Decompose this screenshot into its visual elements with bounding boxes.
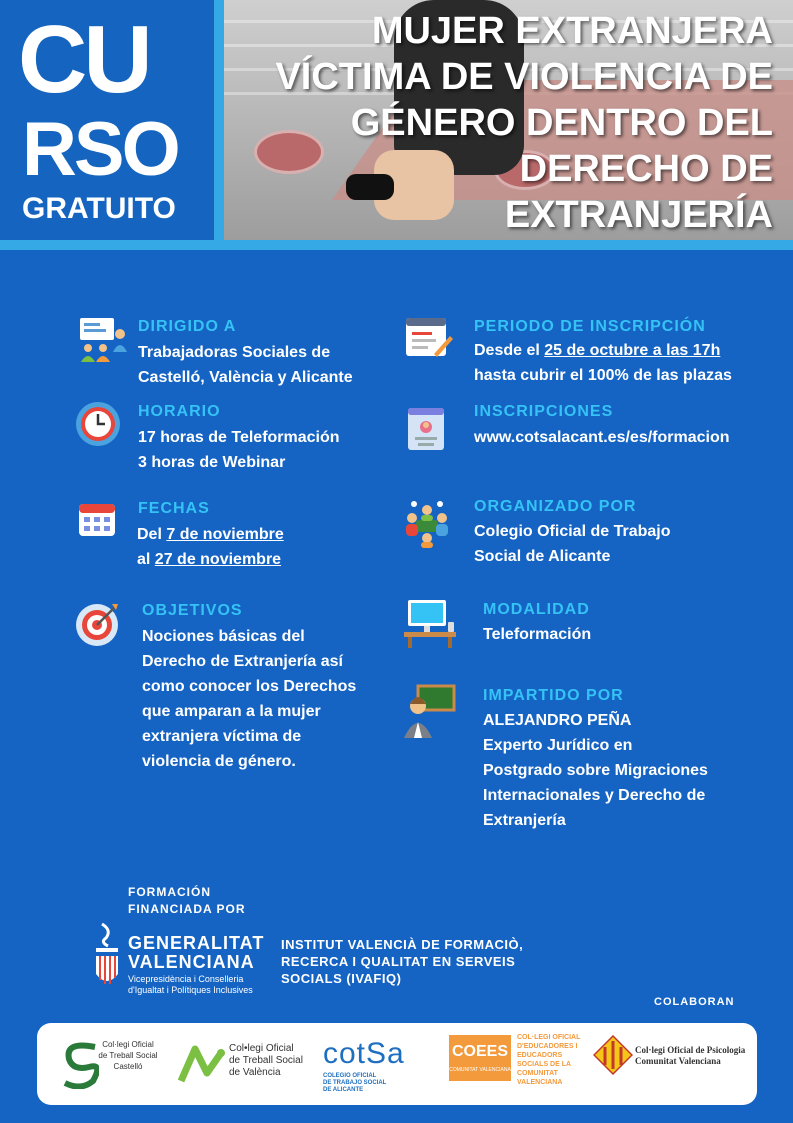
ivafiq-name: [281, 936, 523, 987]
target-icon: [74, 600, 124, 650]
header-photo: [224, 0, 793, 240]
horario-line: 3 horas de Webinar: [138, 454, 286, 471]
cotsa-mark: cotSa: [323, 1037, 405, 1070]
impartido-value: [483, 708, 708, 833]
badge-gratuito: GRATUITO: [22, 192, 176, 225]
title-line: DERECHO DE: [519, 148, 773, 190]
objetivos-line: extranjera víctima de: [142, 728, 302, 745]
organizado-line: Colegio Oficial de Trabajo: [474, 523, 671, 540]
cts-valencia-mark-icon: [177, 1043, 229, 1085]
financiada-label: [128, 884, 246, 918]
logo-text: COL·LEGI OFICIAL: [517, 1034, 581, 1041]
generalitat-name: [128, 934, 264, 972]
ivafiq-line: INSTITUT VALENCIÀ DE FORMACIÒ,: [281, 937, 524, 952]
inscripciones-label: INSCRIPCIONES: [474, 403, 614, 420]
header-divider: [214, 0, 224, 250]
dirigido-label: DIRIGIDO A: [138, 318, 237, 335]
logo-text: Castelló: [113, 1062, 143, 1071]
header-bottom-strip: [0, 240, 793, 250]
dirigido-value: [138, 340, 353, 390]
impartido-line: Postgrado sobre Migraciones: [483, 762, 708, 779]
logo-text: COLEGIO OFICIAL: [323, 1073, 377, 1079]
fechas-prefix: al: [137, 551, 155, 568]
dirigido-line: Castelló, València y Alicante: [138, 369, 353, 386]
logo-text: Comunitat Valenciana: [635, 1056, 721, 1066]
financiada-line: FINANCIADA POR: [128, 902, 246, 916]
logo-text: de Treball Social: [229, 1055, 303, 1066]
badge-cu: CU: [18, 6, 149, 113]
logo-text: COMUNITAT: [517, 1070, 558, 1077]
title-line: MUJER EXTRANJERA: [371, 10, 773, 52]
impartido-line: Internacionales y Derecho de: [483, 787, 706, 804]
title-line: GÉNERO DENTRO DEL: [350, 102, 773, 144]
colaboran-label: COLABORAN: [654, 996, 735, 1008]
meeting-group-icon: [402, 500, 452, 550]
periodo-label: PERIODO DE INSCRIPCIÓN: [474, 318, 706, 335]
organizado-value: [474, 519, 670, 569]
form-edit-icon: [404, 316, 454, 366]
generalitat-sub-line: d'Igualtat i Polítiques Inclusives: [128, 985, 253, 995]
collaborator-logos: [37, 1023, 757, 1105]
objetivos-line: que amparan a la mujer: [142, 703, 321, 720]
logo-text: EDUCADORS: [517, 1052, 563, 1059]
ivafiq-line: RECERCA I QUALITAT EN SERVEIS: [281, 954, 516, 969]
inscripciones-url[interactable]: www.cotsalacant.es/es/formacion: [474, 429, 730, 446]
dirigido-line: Trabajadoras Sociales de: [138, 344, 331, 361]
generalitat-line: VALENCIANA: [128, 952, 255, 972]
impartido-label: IMPARTIDO POR: [483, 687, 624, 704]
periodo-prefix: Desde el: [474, 342, 545, 359]
course-title: [275, 8, 773, 238]
modalidad-value: Teleformación: [483, 626, 592, 643]
objetivos-line: Derecho de Extranjería así: [142, 653, 343, 670]
fechas-start-date: 7 de noviembre: [166, 526, 284, 543]
badge-rso: RSO: [22, 107, 178, 192]
logo-text: Col·legi Oficial: [102, 1040, 154, 1049]
fechas-label: FECHAS: [138, 500, 210, 517]
objetivos-line: Nociones básicas del: [142, 628, 305, 645]
clock-icon: [74, 400, 124, 450]
course-badge: [0, 0, 214, 240]
coees-box: [449, 1035, 511, 1081]
psicologia-diamond-icon: [593, 1035, 633, 1075]
logo-text: de València: [229, 1067, 281, 1078]
objetivos-value: [142, 624, 356, 774]
horario-value: [138, 425, 340, 475]
teacher-icon: [402, 684, 452, 734]
horario-line: 17 horas de Teleformación: [138, 429, 340, 446]
logo-text: Col•legi Oficial: [229, 1043, 294, 1054]
computer-desk-icon: [404, 598, 454, 648]
logo-text: DE TRABAJO SOCIAL: [323, 1080, 387, 1086]
impartido-line: ALEJANDRO PEÑA: [483, 712, 632, 729]
impartido-line: Experto Jurídico en: [483, 737, 633, 754]
impartido-line: Extranjería: [483, 812, 566, 829]
coees-sub: COMUNITAT VALENCIANA: [449, 1067, 511, 1073]
logo-text: VALENCIANA: [517, 1079, 563, 1086]
title-line: VÍCTIMA DE VIOLENCIA DE: [275, 56, 773, 98]
objetivos-line: violencia de género.: [142, 753, 296, 770]
objetivos-line: como conocer los Derechos: [142, 678, 357, 695]
generalitat-department: [128, 974, 253, 996]
modalidad-label: MODALIDAD: [483, 601, 590, 618]
organizado-line: Social de Alicante: [474, 548, 611, 565]
horario-label: HORARIO: [138, 403, 221, 420]
ivafiq-line: SOCIALS (IVAFIQ): [281, 971, 402, 986]
presentation-people-icon: [78, 316, 128, 366]
logo-text: Col·legi Oficial de Psicologia: [635, 1045, 746, 1055]
organizado-label: ORGANIZADO POR: [474, 498, 637, 515]
generalitat-shield-icon: [92, 922, 122, 997]
financiada-line: FORMACIÓN: [128, 885, 211, 899]
title-line: EXTRANJERÍA: [504, 194, 773, 236]
periodo-start-date: 25 de octubre a las 17h: [544, 342, 721, 359]
logo-text: de Treball Social: [98, 1051, 158, 1060]
objetivos-label: OBJETIVOS: [142, 602, 243, 619]
fechas-end-date: 27 de noviembre: [154, 551, 282, 568]
fechas-prefix: Del: [137, 526, 167, 543]
generalitat-line: GENERALITAT: [128, 933, 265, 953]
calendar-icon: [78, 500, 128, 550]
logo-text: SOCIALS DE LA: [517, 1061, 572, 1068]
profile-page-icon: [406, 406, 456, 456]
logo-text: D'EDUCADORES I: [517, 1043, 578, 1050]
coees-mark: COEES: [451, 1043, 508, 1060]
periodo-value: [474, 338, 732, 388]
fechas-value: [137, 522, 284, 572]
generalitat-sub-line: Vicepresidència i Conselleria: [128, 974, 244, 984]
periodo-line: hasta cubrir el 100% de las plazas: [474, 367, 732, 384]
logo-text: DE ALICANTE: [323, 1087, 364, 1093]
